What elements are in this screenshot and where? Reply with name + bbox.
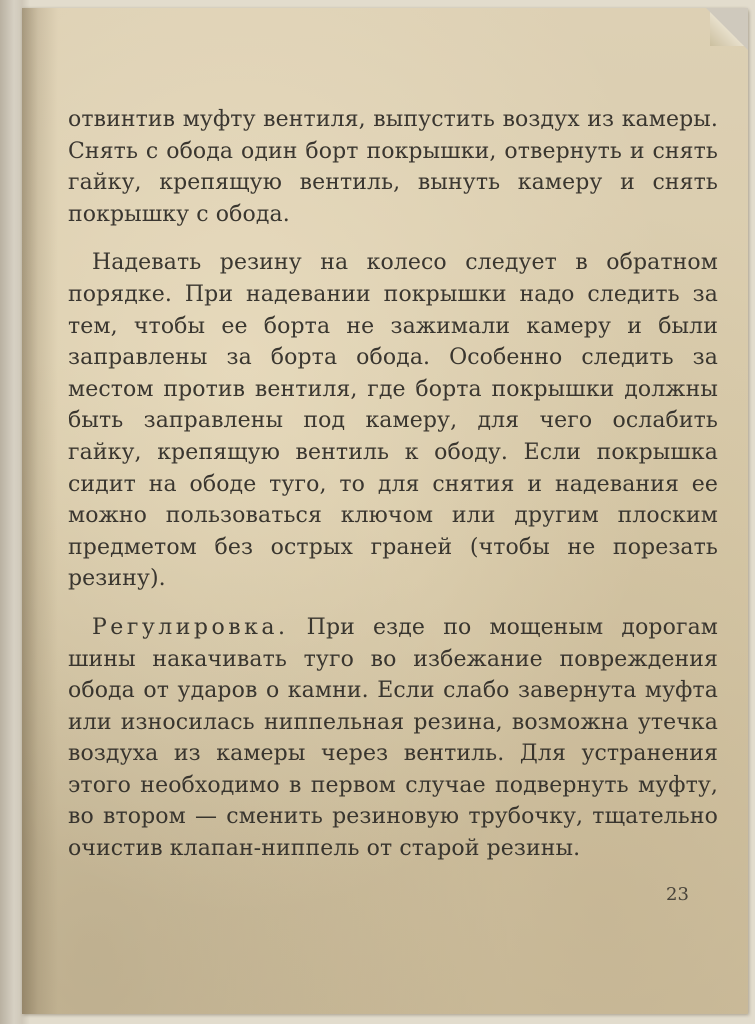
paragraph-3-text: При езде по мощеным дорогам шины накачивать туго во избежание повреждения обода от ударов о камни. Если слабо завернута муфта или износилась ниппельная резина, возможна утечка воздуха из камеры через вентиль. Для устранения этого необходимо в первом случае подвернуть муфту, во втором — сменить резиновую трубочку, тщательно очистив клапан-ниппель от старой резины. [68,614,718,862]
paragraph-3 [68,612,718,865]
paragraph-2 [68,247,718,595]
paragraph-gap [68,230,718,247]
book-page [22,8,748,1014]
corner-gap [706,8,748,50]
paragraph-2-text: Надевать резину на колесо следует в обратном порядке. При надевании покрышки надо следить за тем, чтобы ее борта не зажимали камеру и были заправлены за борта обода. Особенно следить за местом против вентиля, где борта покрышки должны быть заправлены под камеру, для чего ослабить гайку, крепящую вентиль к ободу. Если покрышка сидит на ободе туго, то для снятия и надевания ее можно пользоваться ключом или другим плоским предметом без острых граней (чтобы не порезать резину). [68,250,718,592]
spine-shadow [22,8,58,1014]
page-number: 23 [666,884,689,905]
section-lead: Регулировка. [92,614,289,640]
paragraph-1-text: отвинтив муфту вентиля, выпустить воздух из камеры. Снять с обода один борт покрышки, отвернуть и снять гайку, крепящую вентиль, вынуть камеру и снять покрышку с обода. [68,107,718,227]
paragraph-gap [68,595,718,612]
paragraph-1 [68,104,718,230]
page-text [68,104,718,865]
